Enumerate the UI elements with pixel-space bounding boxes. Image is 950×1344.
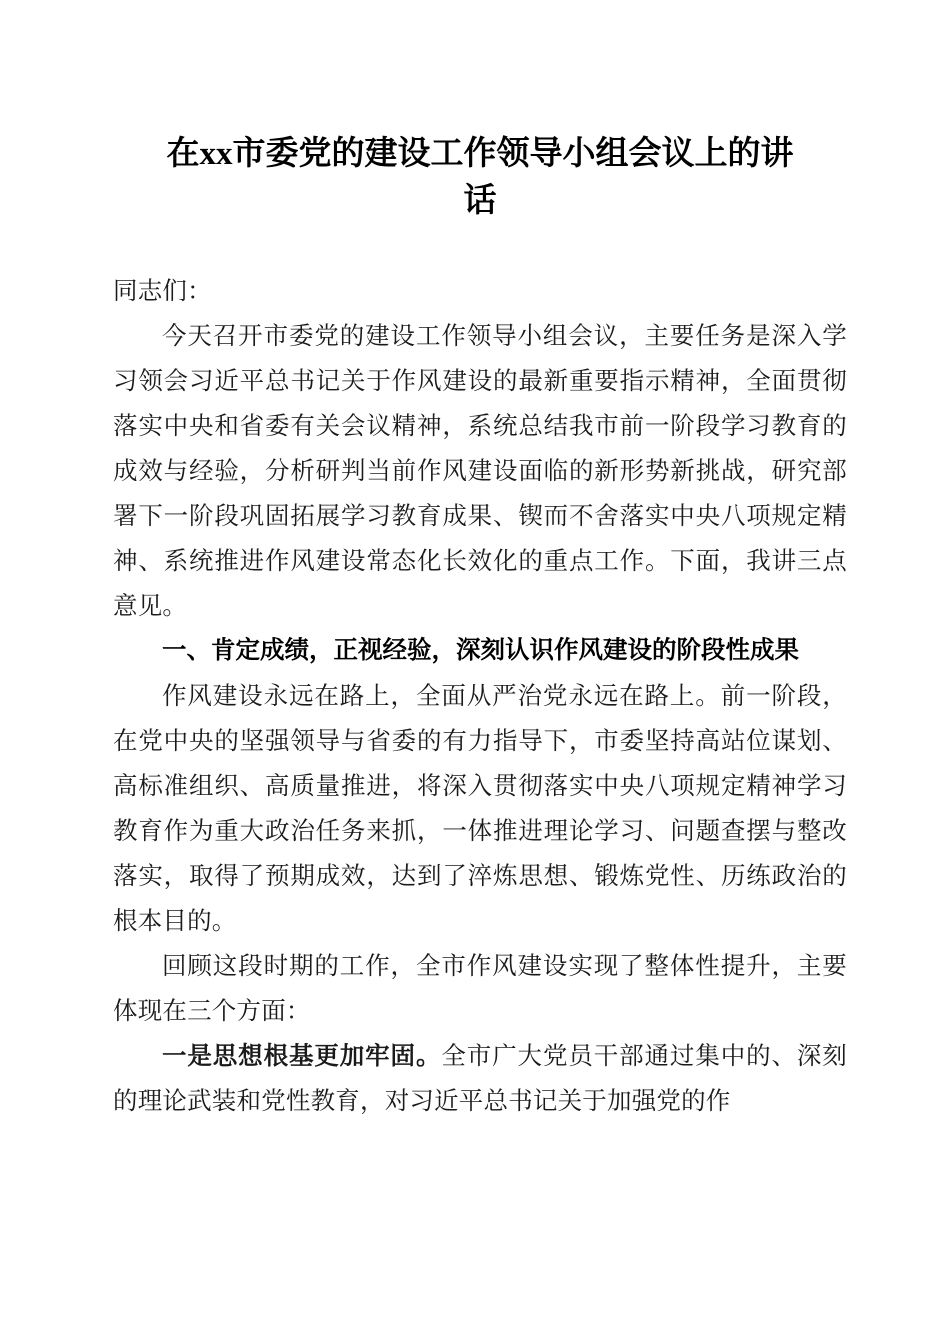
point-one-lead-in: 一是思想根基更加牢固。 xyxy=(162,1041,442,1070)
paragraph-point-one xyxy=(113,1033,847,1123)
paragraph-achievements: 作风建设永远在路上，全面从严治党永远在路上。前一阶段，在党中央的坚强领导与省委的有力指导下，市委坚持高站位谋划、高标准组织、高质量推进，将深入贯彻落实中央八项规定精神学习教育作为重大政治任务来抓，一体推进理论学习、问题查摆与整改落实，取得了预期成效，达到了淬炼思想、锻炼党性、历练政治的根本目的。 xyxy=(113,681,847,935)
section-heading-1: 一、肯定成绩，正视经验，深刻认识作风建设的阶段性成果 xyxy=(162,637,799,664)
page-title xyxy=(113,0,847,225)
paragraph-review: 回顾这段时期的工作，全市作风建设实现了整体性提升，主要体现在三个方面： xyxy=(113,951,847,1025)
page-title-line-2: 话 xyxy=(463,183,497,219)
point-one-body: 全市广大党员干部通过集中的、深刻的理论武装和党性教育，对习近平总书记关于加强党的作 xyxy=(113,1041,847,1115)
page-title-line-1: 在xx市委党的建设工作领导小组会议上的讲 xyxy=(166,136,794,172)
paragraph-opening: 今天召开市委党的建设工作领导小组会议，主要任务是深入学习领会习近平总书记关于作风建设的最新重要指示精神，全面贯彻落实中央和省委有关会议精神，系统总结我市前一阶段学习教育的成效与经验，分析研判当前作风建设面临的新形势新挑战，研究部署下一阶段巩固拓展学习教育成果、锲而不舍落实中央八项规定精神、系统推进作风建设常态化长效化的重点工作。下面，我讲三点意见。 xyxy=(113,321,847,620)
document-content xyxy=(113,0,847,1123)
salutation: 同志们： xyxy=(113,276,212,305)
